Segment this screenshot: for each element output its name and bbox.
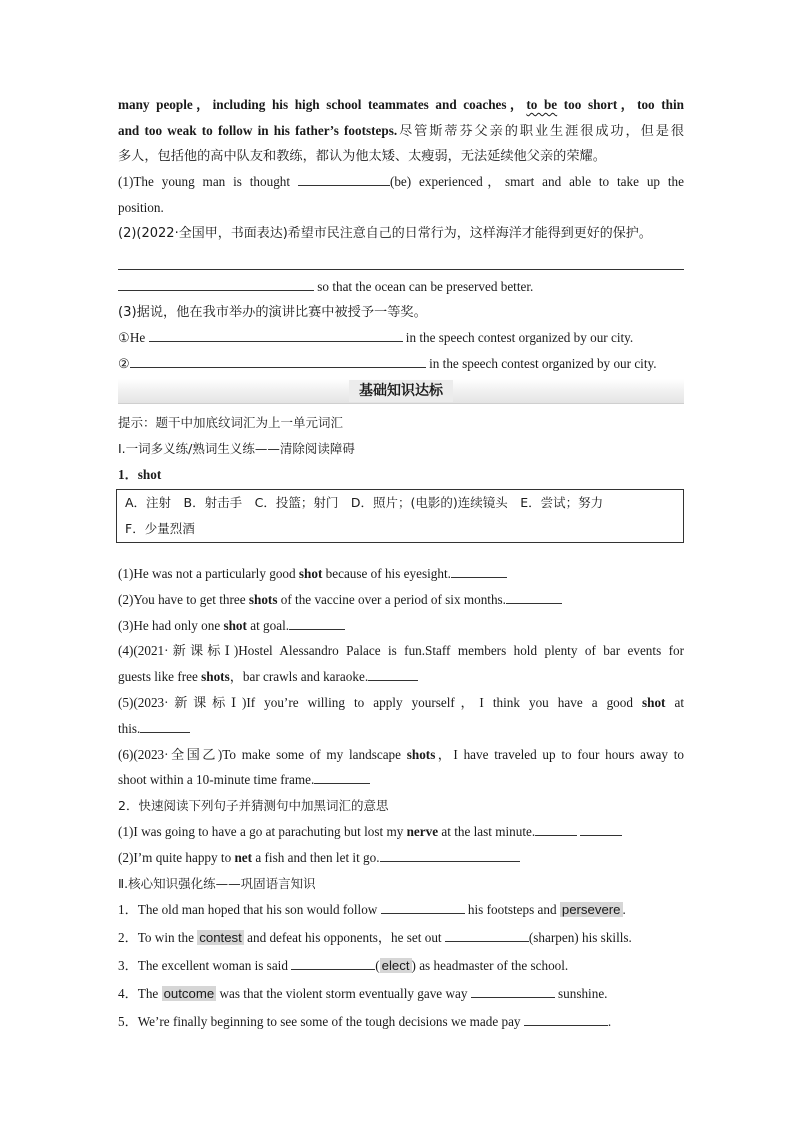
part-1-heading: Ⅰ.一词多义练/熟词生义练——清除阅读障碍 (118, 440, 355, 456)
practice-question-1-cont: position. (118, 200, 164, 216)
wavy-underlined-phrase: to be (526, 97, 558, 112)
core-question-4: 4．The outcome was that the violent storm eventually gave way sunshine. (118, 980, 684, 1008)
answer-blank[interactable] (289, 615, 345, 630)
definitions-box (116, 489, 684, 543)
answer-blank[interactable] (140, 718, 190, 733)
shot-sentence-2: (2)You have to get three shots of the vaccine over a period of six months. (118, 587, 684, 613)
practice-question-3b: ② in the speech contest organized by our city. (118, 351, 684, 377)
item-2-label: 2．快速阅读下列句子并猜测句中加黑词汇的意思 (118, 798, 389, 814)
answer-blank[interactable] (368, 666, 418, 681)
part-2-heading: Ⅱ.核心知识强化练——巩固语言知识 (118, 875, 316, 891)
answer-blank[interactable] (451, 563, 507, 578)
answer-blank[interactable] (524, 1011, 608, 1026)
practice-question-2-tail: so that the ocean can be preserved better. (118, 274, 684, 300)
practice-question-1: (1)The young man is thought (be) experienced，smart and able to take up the (118, 169, 684, 195)
practice-question-3: (3)据说，他在我市举办的演讲比赛中被授予一等奖。 (118, 304, 427, 320)
highlighted-word: contest (199, 930, 242, 946)
answer-blank[interactable] (118, 276, 314, 291)
shot-sentence-5: (5)(2023·新课标Ⅰ)If you’re willing to apply yourself，I think you have a good shot at (118, 694, 684, 710)
answer-blank[interactable] (580, 821, 622, 836)
hint-text: 提示：题干中加底纹词汇为上一单元词汇 (118, 414, 344, 430)
intro-english-line-1: many people，including his high school teammates and coaches，to be too short，too thin (118, 97, 684, 112)
document-page (118, 92, 684, 1036)
highlighted-word: elect (381, 958, 410, 974)
answer-line-full[interactable] (118, 247, 684, 270)
section-title: 基础知识达标 (349, 380, 453, 402)
core-question-1: 1．The old man hoped that his son would follow his footsteps and persevere . (118, 896, 684, 924)
answer-blank[interactable] (380, 847, 520, 862)
answer-blank[interactable] (149, 327, 403, 342)
answer-blank[interactable] (298, 171, 390, 186)
core-question-5: 5．We’re finally beginning to see some of the tough decisions we made pay . (118, 1008, 684, 1036)
definitions-line-1: A．注射 B．射击手 C．投篮；射门 D．照片；(电影的)连续镜头 E．尝试；努力 (125, 495, 604, 511)
definitions-line-2: F．少量烈酒 (125, 521, 195, 537)
answer-blank[interactable] (291, 955, 375, 970)
core-question-2: 2．To win the contest and defeat his opponents，he set out (sharpen) his skills. (118, 924, 684, 952)
guess-sentence-2: (2)I’m quite happy to net a fish and then let it go. (118, 845, 684, 871)
shot-sentence-4: (4)(2021·新课标Ⅰ)Hostel Alessandro Palace is fun.Staff members hold plenty of bar events for (118, 643, 684, 659)
shot-sentence-6: (6)(2023·全国乙)To make some of my landscape shots，I have traveled up to four hours away to (118, 746, 684, 762)
intro-line-2 (118, 118, 684, 144)
guess-sentence-1: (1)I was going to have a go at parachuting but lost my nerve at the last minute. (118, 819, 684, 845)
highlighted-word: persevere (561, 902, 621, 918)
core-question-3: 3．The excellent woman is said ( elect ) as headmaster of the school. (118, 952, 684, 980)
answer-blank[interactable] (381, 899, 465, 914)
shot-sentence-6-cont: shoot within a 10-minute time frame. (118, 767, 684, 793)
practice-question-2: (2)(2022·全国甲，书面表达)希望市民注意自己的日常行为，这样海洋才能得到更好的保护。 (118, 225, 652, 241)
answer-blank[interactable] (471, 983, 555, 998)
intro-english-line-2: and too weak to follow in his father’s footsteps. (118, 122, 398, 138)
intro-chinese-translation-2: 多人，包括他的高中队友和教练，都认为他太矮、太瘦弱，无法延续他父亲的荣耀。 (118, 148, 606, 164)
answer-blank[interactable] (130, 353, 426, 368)
shot-sentence-3: (3)He had only one shot at goal. (118, 613, 684, 639)
answer-blank[interactable] (314, 769, 370, 784)
item-1-label: 1．shot (118, 466, 162, 482)
intro-chinese-translation-1: 尽管斯蒂芬父亲的职业生涯很成功，但是很 (397, 123, 684, 139)
section-title-bar (118, 379, 684, 404)
shot-sentence-4-cont: guests like free shots，bar crawls and karaoke. (118, 664, 684, 690)
practice-question-3a: ①He in the speech contest organized by our city. (118, 325, 684, 351)
answer-blank[interactable] (445, 927, 529, 942)
answer-blank[interactable] (535, 821, 577, 836)
shot-sentence-5-cont: this. (118, 716, 684, 742)
shot-sentence-1: (1)He was not a particularly good shot because of his eyesight. (118, 561, 684, 587)
answer-blank[interactable] (506, 589, 562, 604)
highlighted-word: outcome (163, 986, 215, 1002)
